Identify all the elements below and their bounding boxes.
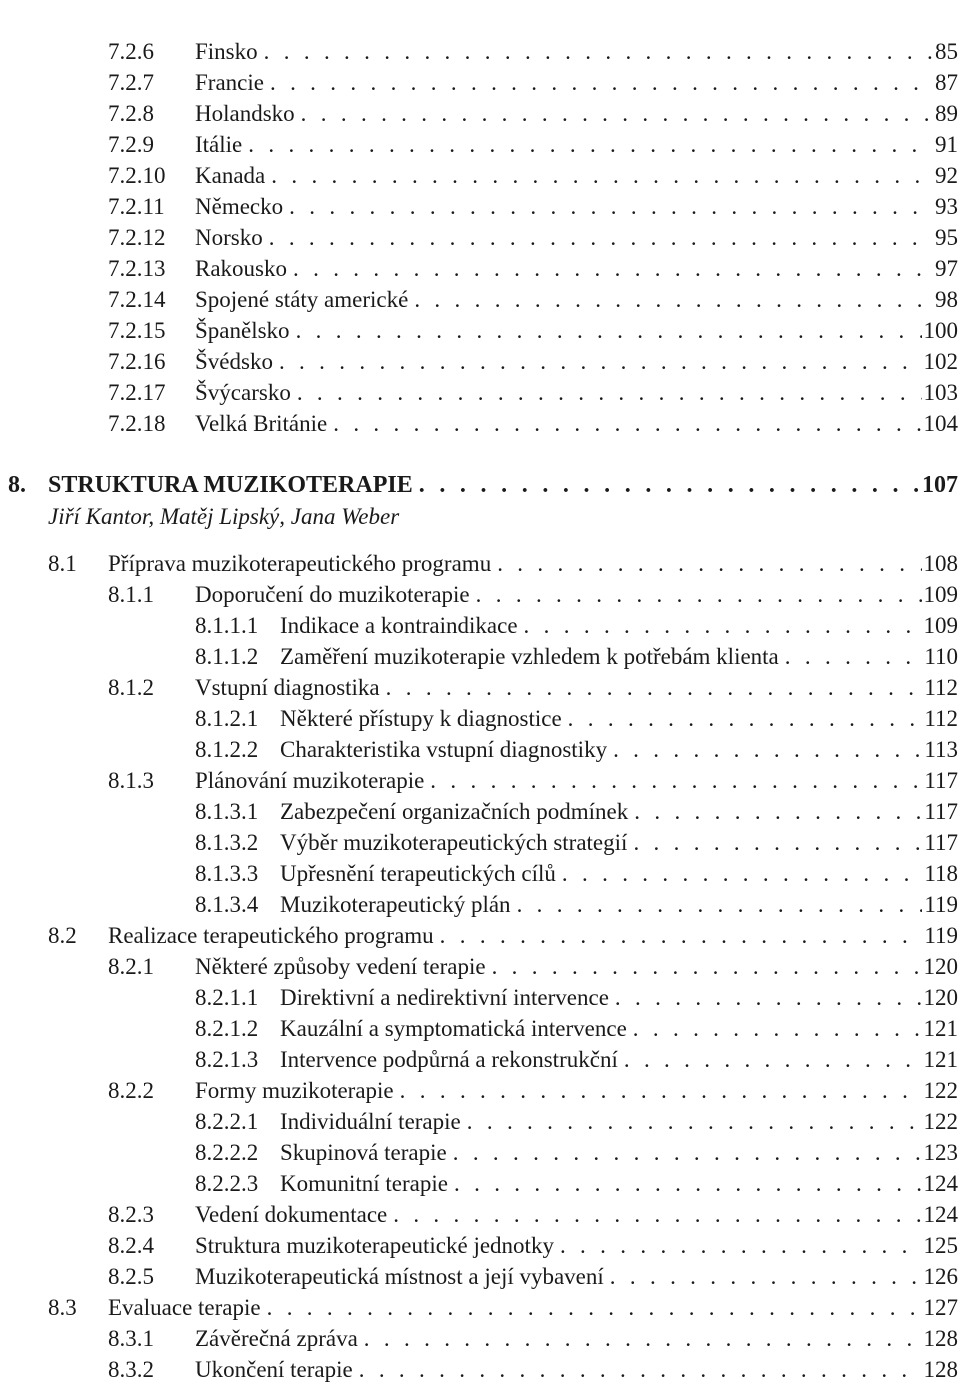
entry-number: 8.2.2.3 — [195, 1171, 259, 1196]
dot-leader — [248, 129, 933, 160]
page-number: 119 — [924, 923, 958, 948]
page-number: 102 — [923, 349, 958, 374]
dot-leader — [615, 982, 922, 1013]
page-number: 112 — [924, 706, 958, 731]
entry-title: Holandsko — [195, 101, 295, 126]
entry-body — [195, 67, 958, 98]
page-number: 126 — [923, 1264, 958, 1289]
entry-body — [280, 1044, 958, 1075]
toc-entry — [0, 129, 960, 160]
entry-body — [195, 160, 958, 191]
dot-leader — [386, 672, 923, 703]
entry-title: Závěrečná zpráva — [195, 1326, 358, 1351]
page-number: 117 — [924, 768, 958, 793]
toc-entry — [0, 858, 960, 889]
dot-leader — [476, 579, 922, 610]
entry-number: 7.2.12 — [108, 225, 166, 250]
page-number: 124 — [923, 1202, 958, 1227]
entry-body — [280, 734, 958, 765]
dot-leader — [393, 1199, 921, 1230]
dot-leader — [624, 1044, 922, 1075]
dot-leader — [296, 315, 922, 346]
page-number: 104 — [923, 411, 958, 436]
entry-title: Upřesnění terapeutických cílů — [280, 861, 556, 886]
entry-body — [280, 610, 958, 641]
entry-title: Itálie — [195, 132, 243, 157]
page-number: 122 — [923, 1078, 958, 1103]
dot-leader — [517, 889, 923, 920]
dot-leader — [289, 191, 933, 222]
page-number: 112 — [924, 675, 958, 700]
entry-title: Vedení dokumentace — [195, 1202, 388, 1227]
page-number: 117 — [924, 799, 958, 824]
page-number: 89 — [935, 101, 958, 126]
entry-body — [280, 827, 958, 858]
entry-title: Struktura muzikoterapeutické jednotky — [195, 1233, 554, 1258]
entry-number: 8.1.3.4 — [195, 892, 259, 917]
toc-entry — [0, 346, 960, 377]
toc-entry — [0, 408, 960, 439]
dot-leader — [634, 796, 922, 827]
page-number: 128 — [923, 1357, 958, 1382]
page-number: 121 — [923, 1016, 958, 1041]
entry-number: 8.1.3.2 — [195, 830, 259, 855]
entry-title: Muzikoterapeutický plán — [280, 892, 511, 917]
entry-body — [195, 765, 958, 796]
dot-leader — [785, 641, 923, 672]
entry-body — [195, 1323, 958, 1354]
toc-entry — [0, 36, 960, 67]
entry-body — [195, 253, 958, 284]
entry-body — [195, 346, 958, 377]
entry-title: Švédsko — [195, 349, 273, 374]
entry-title: Příprava muzikoterapeutického programu — [108, 551, 492, 576]
toc-entry — [0, 253, 960, 284]
toc-entry — [0, 1044, 960, 1075]
dot-leader — [562, 858, 922, 889]
page-number: 120 — [923, 985, 958, 1010]
entry-body — [195, 579, 958, 610]
toc-entry — [0, 222, 960, 253]
page-number: 110 — [924, 644, 958, 669]
entry-title: Doporučení do muzikoterapie — [195, 582, 470, 607]
toc-entry — [0, 827, 960, 858]
entry-body — [195, 377, 958, 408]
entry-title: Výběr muzikoterapeutických strategií — [280, 830, 628, 855]
entry-number: 8.2.1.1 — [195, 985, 259, 1010]
entry-title: Indikace a kontraindikace — [280, 613, 518, 638]
toc-entry — [0, 951, 960, 982]
entry-number: 8.2.2.1 — [195, 1109, 259, 1134]
page-number: 117 — [924, 830, 958, 855]
toc-entry — [0, 1013, 960, 1044]
entry-body — [280, 982, 958, 1013]
entry-number: 8.2.1.2 — [195, 1016, 259, 1041]
toc-entry — [0, 1075, 960, 1106]
entry-body — [280, 796, 958, 827]
page-number: 107 — [922, 472, 958, 498]
entry-number: 8.3 — [48, 1295, 77, 1320]
toc-entry — [0, 1230, 960, 1261]
toc-entry — [0, 734, 960, 765]
page-number: 103 — [923, 380, 958, 405]
toc-entry — [0, 548, 960, 579]
toc-entry — [0, 765, 960, 796]
dot-leader — [271, 160, 933, 191]
entry-body — [195, 1075, 958, 1106]
toc-entry — [0, 1292, 960, 1323]
entry-number: 7.2.10 — [108, 163, 166, 188]
entry-title: Francie — [195, 70, 264, 95]
page-number: 120 — [923, 954, 958, 979]
entry-number: 7.2.8 — [108, 101, 154, 126]
entry-title: Kauzální a symptomatická intervence — [280, 1016, 627, 1041]
dot-leader — [524, 610, 922, 641]
entry-number: 8.2.4 — [108, 1233, 154, 1258]
page-number: 119 — [924, 892, 958, 917]
dot-leader — [279, 346, 922, 377]
entry-number: 8.2.2 — [108, 1078, 154, 1103]
entry-title: Norsko — [195, 225, 263, 250]
page-number: 109 — [923, 582, 958, 607]
entry-title: Zaměření muzikoterapie vzhledem k potřebám klienta — [280, 644, 779, 669]
entry-title: Formy muzikoterapie — [195, 1078, 394, 1103]
toc-entry — [0, 672, 960, 703]
dot-leader — [414, 284, 933, 315]
entry-body — [195, 1261, 958, 1292]
toc-entry — [0, 1137, 960, 1168]
dot-leader — [359, 1354, 922, 1385]
entry-body — [280, 858, 958, 889]
entry-number: 8.1.2 — [108, 675, 154, 700]
dot-leader — [453, 1137, 922, 1168]
entry-body — [195, 129, 958, 160]
page-number: 109 — [923, 613, 958, 638]
entry-title: Intervence podpůrná a rekonstrukční — [280, 1047, 618, 1072]
entry-title: Španělsko — [195, 318, 290, 343]
toc-entry — [0, 284, 960, 315]
dot-leader — [610, 1261, 922, 1292]
entry-body — [195, 1230, 958, 1261]
entry-title: Zabezpečení organizačních podmínek — [280, 799, 629, 824]
entry-body — [280, 703, 958, 734]
page-number: 91 — [935, 132, 958, 157]
entry-number: 8.1.2.2 — [195, 737, 259, 762]
entry-title: Muzikoterapeutická místnost a její vybavení — [195, 1264, 604, 1289]
entry-number: 7.2.9 — [108, 132, 154, 157]
entry-body — [108, 920, 958, 951]
entry-body — [280, 1013, 958, 1044]
entry-body — [108, 548, 958, 579]
entry-number: 7.2.11 — [108, 194, 165, 219]
toc-entry — [0, 315, 960, 346]
dot-leader — [293, 253, 933, 284]
entry-title: Švýcarsko — [195, 380, 291, 405]
entry-title: Ukončení terapie — [195, 1357, 353, 1382]
entry-number: 8.2 — [48, 923, 77, 948]
entry-body — [195, 672, 958, 703]
dot-leader — [633, 827, 922, 858]
entry-title: Vstupní diagnostika — [195, 675, 380, 700]
dot-leader — [560, 1230, 922, 1261]
entry-title: Rakousko — [195, 256, 287, 281]
page-number: 123 — [923, 1140, 958, 1165]
entry-title: Realizace terapeutického programu — [108, 923, 434, 948]
entry-number: 7.2.7 — [108, 70, 154, 95]
entry-number: 8.3.2 — [108, 1357, 154, 1382]
entry-title: Evaluace terapie — [108, 1295, 261, 1320]
toc-entry — [0, 1354, 960, 1385]
chapter-authors: Jiří Kantor, Matěj Lipský, Jana Weber — [48, 504, 400, 529]
entry-body — [280, 889, 958, 920]
toc-entry — [0, 1199, 960, 1230]
entry-number: 8.3.1 — [108, 1326, 154, 1351]
entry-body — [195, 284, 958, 315]
dot-leader — [430, 765, 922, 796]
toc-entry — [0, 889, 960, 920]
dot-leader — [364, 1323, 922, 1354]
entry-title: Finsko — [195, 39, 258, 64]
entry-title: Direktivní a nedirektivní intervence — [280, 985, 609, 1010]
entry-title: Spojené státy americké — [195, 287, 409, 312]
toc-entry — [0, 920, 960, 951]
entry-number: 8.1.3.1 — [195, 799, 259, 824]
page-number: 125 — [923, 1233, 958, 1258]
entry-body — [280, 1106, 958, 1137]
entry-number: 8.1.1.2 — [195, 644, 259, 669]
page-number: 121 — [923, 1047, 958, 1072]
toc-entry — [0, 703, 960, 734]
page-number: 128 — [923, 1326, 958, 1351]
entry-body — [195, 1199, 958, 1230]
entry-number: 7.2.14 — [108, 287, 166, 312]
dot-leader — [568, 703, 923, 734]
toc-entry — [0, 1323, 960, 1354]
dot-leader — [613, 734, 922, 765]
page-number: 85 — [935, 39, 958, 64]
entry-body — [195, 98, 958, 129]
entry-body — [195, 1354, 958, 1385]
toc-entry — [0, 796, 960, 827]
entry-body — [280, 1168, 958, 1199]
entry-body — [195, 408, 958, 439]
toc-entry — [0, 377, 960, 408]
entry-body — [108, 1292, 958, 1323]
entry-number: 8.1.3 — [108, 768, 154, 793]
toc-entry — [0, 1168, 960, 1199]
entry-title: Komunitní terapie — [280, 1171, 448, 1196]
entry-title: Některé přístupy k diagnostice — [280, 706, 562, 731]
entry-body — [195, 222, 958, 253]
toc-entry — [0, 191, 960, 222]
entry-body — [280, 1137, 958, 1168]
page-number: 93 — [935, 194, 958, 219]
dot-leader — [633, 1013, 922, 1044]
entry-title: Velká Británie — [195, 411, 328, 436]
entry-title: Individuální terapie — [280, 1109, 461, 1134]
toc-entry — [0, 641, 960, 672]
page-number: 98 — [935, 287, 958, 312]
dot-leader — [467, 1106, 922, 1137]
entry-number: 8.1.2.1 — [195, 706, 259, 731]
dot-leader — [454, 1168, 922, 1199]
page-number: 100 — [923, 318, 958, 343]
page-number: 87 — [935, 70, 958, 95]
entry-number: 8.1.3.3 — [195, 861, 259, 886]
entry-title: Plánování muzikoterapie — [195, 768, 425, 793]
entry-number: 8.2.1 — [108, 954, 154, 979]
entry-title: Charakteristika vstupní diagnostiky — [280, 737, 608, 762]
dot-leader — [400, 1075, 922, 1106]
toc-entry — [0, 1261, 960, 1292]
entry-body — [48, 470, 958, 501]
dot-leader — [419, 470, 920, 501]
dot-leader — [270, 67, 933, 98]
entry-number: 7.2.6 — [108, 39, 154, 64]
dot-leader — [301, 98, 933, 129]
entry-number: 8.1 — [48, 551, 77, 576]
page-number: 108 — [923, 551, 958, 576]
page-number: 124 — [923, 1171, 958, 1196]
page-number: 97 — [935, 256, 958, 281]
entry-title: Některé způsoby vedení terapie — [195, 954, 486, 979]
dot-leader — [297, 377, 922, 408]
dot-leader — [492, 951, 922, 982]
entry-body — [195, 36, 958, 67]
chapter-heading — [0, 470, 960, 501]
page-number: 127 — [923, 1295, 958, 1320]
dot-leader — [267, 1292, 922, 1323]
entry-number: 8.1.1 — [108, 582, 154, 607]
toc-entry — [0, 610, 960, 641]
entry-number: 7.2.18 — [108, 411, 166, 436]
entry-title: Kanada — [195, 163, 266, 188]
entry-body — [195, 315, 958, 346]
page-number: 95 — [935, 225, 958, 250]
dot-leader — [440, 920, 923, 951]
entry-body — [280, 641, 958, 672]
page-number: 92 — [935, 163, 958, 188]
dot-leader — [497, 548, 921, 579]
page-number: 118 — [924, 861, 958, 886]
entry-number: 8.2.3 — [108, 1202, 154, 1227]
entry-number: 8.2.5 — [108, 1264, 154, 1289]
entry-number: 7.2.16 — [108, 349, 166, 374]
toc-entry — [0, 160, 960, 191]
entry-number: 7.2.15 — [108, 318, 166, 343]
chapter-number: 8. — [8, 472, 26, 498]
chapter-title: STRUKTURA MUZIKOTERAPIE — [48, 472, 413, 498]
entry-title: Skupinová terapie — [280, 1140, 447, 1165]
entry-number: 8.2.2.2 — [195, 1140, 259, 1165]
entry-body — [195, 191, 958, 222]
dot-leader — [264, 36, 933, 67]
toc-entry — [0, 579, 960, 610]
entry-number: 8.2.1.3 — [195, 1047, 259, 1072]
toc-entry — [0, 1106, 960, 1137]
dot-leader — [269, 222, 933, 253]
entry-body — [195, 951, 958, 982]
page-number: 122 — [923, 1109, 958, 1134]
dot-leader — [333, 408, 921, 439]
toc-entry — [0, 67, 960, 98]
toc-entry — [0, 982, 960, 1013]
entry-number: 8.1.1.1 — [195, 613, 259, 638]
toc-entry — [0, 98, 960, 129]
entry-title: Německo — [195, 194, 284, 219]
entry-number: 7.2.13 — [108, 256, 166, 281]
entry-number: 7.2.17 — [108, 380, 166, 405]
page-number: 113 — [924, 737, 958, 762]
